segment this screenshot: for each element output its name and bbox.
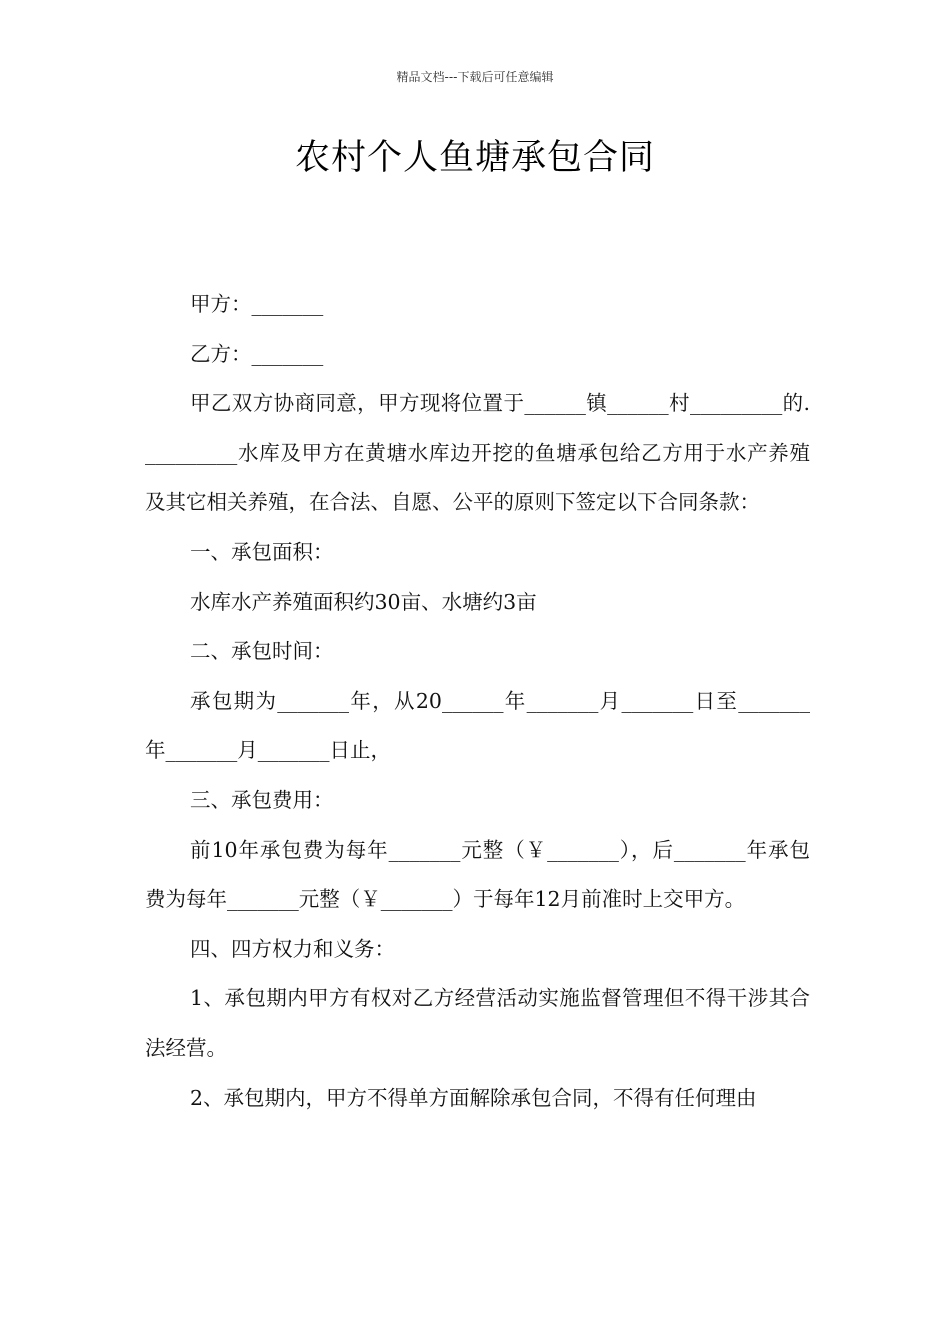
area-paragraph: 水库水产养殖面积约30亩、水塘约3亩 [190,589,537,614]
document-body [145,280,810,1123]
preamble-paragraph: 甲乙双方协商同意，甲方现将位置于______镇______村_________的._________水库及甲方在黄塘水库边开挖的鱼塘承包给乙方用于水产养殖及其它相关养殖，在合法、自愿、公平的原则下签定以下合同条款： [145,391,810,515]
section-heading-fees: 三、承包费用： [190,787,334,812]
fees-paragraph: 前10年承包费为每年_______元整（￥_______），后_______年承包费为每年_______元整（￥_______）于每年12月前准时上交甲方。 [145,837,810,912]
term-paragraph: 承包期为_______年，从20______年_______月_______日至_______年_______月_______日止， [145,688,810,763]
rights-clause-2: 2、承包期内，甲方不得单方面解除承包合同，不得有任何理由 [190,1085,757,1110]
document-title: 农村个人鱼塘承包合同 [294,138,655,178]
section-heading-rights: 四、四方权力和义务： [190,936,395,961]
section-heading-term: 二、承包时间： [190,639,334,664]
rights-clause-1: 1、承包期内甲方有权对乙方经营活动实施监督管理但不得干涉其合法经营。 [145,986,810,1060]
section-heading-area: 一、承包面积： [190,539,334,564]
header-note: 精品文档---下载后可任意编辑 [396,70,554,84]
party-a-line: 甲方：_______ [190,292,324,316]
party-b-line: 乙方：_______ [190,341,324,366]
